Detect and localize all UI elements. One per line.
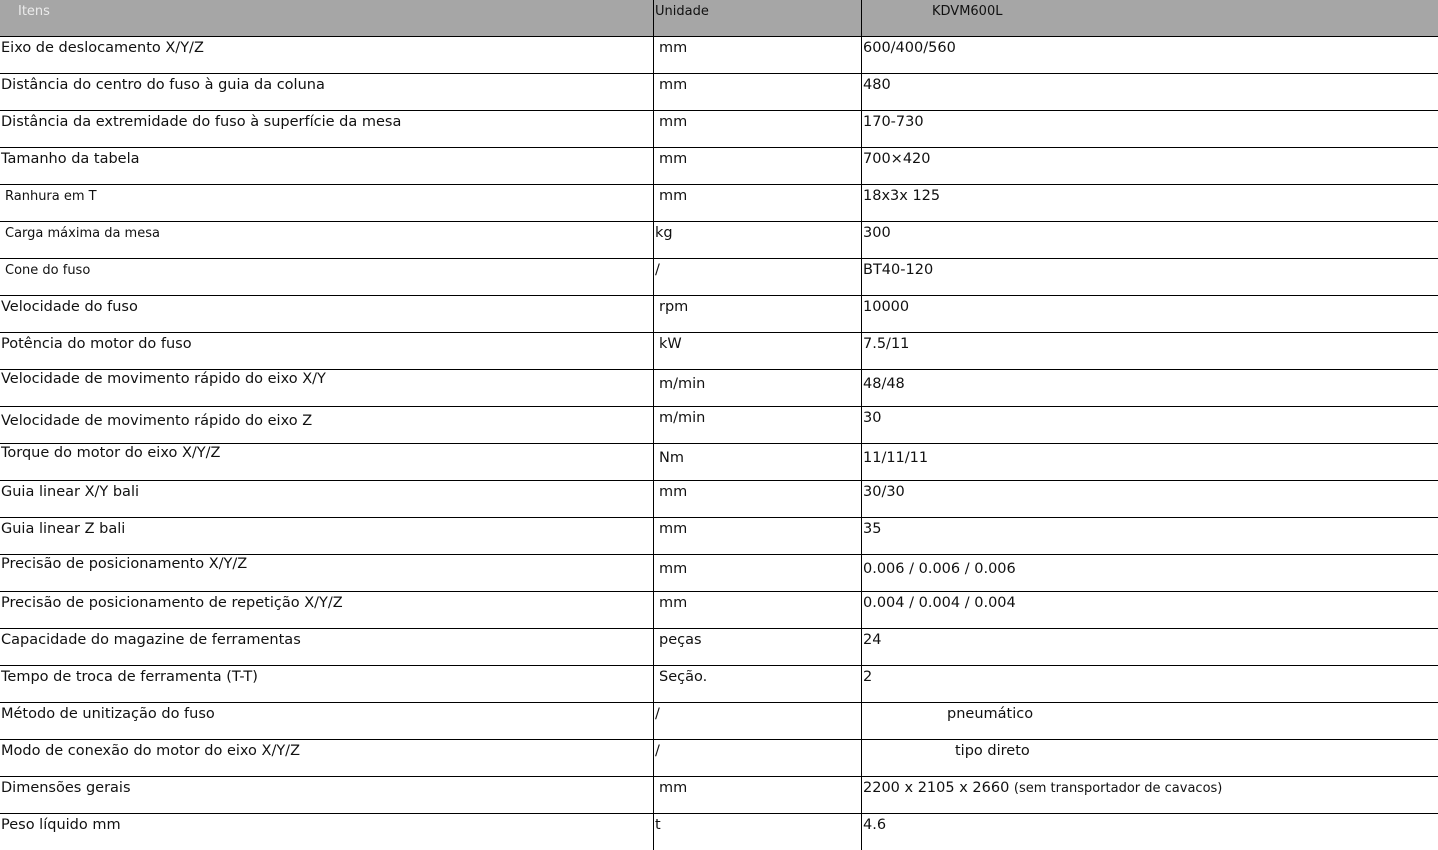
value-cell: 170-730 <box>861 111 1438 147</box>
unit-cell: kg <box>653 222 861 258</box>
table-row <box>0 740 1438 777</box>
table-row <box>0 74 1438 111</box>
item-cell: Precisão de posicionamento X/Y/Z <box>1 556 248 572</box>
value-cell: 11/11/11 <box>861 444 1438 480</box>
table-row <box>0 37 1438 74</box>
item-cell: Capacidade do magazine de ferramentas <box>1 632 301 648</box>
value-cell: 0.006 / 0.006 / 0.006 <box>861 555 1438 591</box>
value-cell: 0.004 / 0.004 / 0.004 <box>861 592 1438 628</box>
item-cell: Torque do motor do eixo X/Y/Z <box>1 445 221 461</box>
table-row <box>0 592 1438 629</box>
value-cell: 480 <box>861 74 1438 110</box>
item-cell: Tempo de troca de ferramenta (T-T) <box>1 669 258 685</box>
unit-cell: m/min <box>653 407 861 443</box>
value-text: 2200 x 2105 x 2660 <box>863 780 1010 796</box>
table-row <box>0 777 1438 814</box>
unit-cell: mm <box>653 777 861 813</box>
table-row <box>0 703 1438 740</box>
value-cell: BT40-120 <box>861 259 1438 295</box>
table-row <box>0 296 1438 333</box>
unit-cell: / <box>653 259 861 295</box>
header-model: KDVM600L <box>861 0 1438 36</box>
header-items: Itens <box>18 4 50 19</box>
item-cell: Eixo de deslocamento X/Y/Z <box>1 40 204 56</box>
value-cell: 4.6 <box>861 814 1438 850</box>
item-cell: Guia linear X/Y bali <box>1 484 140 500</box>
value-cell: 35 <box>861 518 1438 554</box>
value-cell: 48/48 <box>861 370 1438 406</box>
item-cell: Carga máxima da mesa <box>5 226 160 241</box>
unit-cell: mm <box>653 74 861 110</box>
unit-cell: / <box>653 740 861 776</box>
value-cell: 600/400/560 <box>861 37 1438 73</box>
table-row <box>0 185 1438 222</box>
unit-cell: t <box>653 814 861 850</box>
value-cell <box>861 777 1438 813</box>
table-row <box>0 518 1438 555</box>
item-cell: Dimensões gerais <box>1 780 131 796</box>
table-row <box>0 111 1438 148</box>
table-row <box>0 814 1438 850</box>
unit-cell: mm <box>653 518 861 554</box>
table-header-row <box>0 0 1438 37</box>
table-row <box>0 259 1438 296</box>
item-cell: Tamanho da tabela <box>1 151 140 167</box>
unit-cell: mm <box>653 481 861 517</box>
table-row <box>0 629 1438 666</box>
unit-cell: / <box>653 703 861 739</box>
table-row <box>0 444 1438 481</box>
value-cell: 2 <box>861 666 1438 702</box>
item-cell: Distância do centro do fuso à guia da coluna <box>1 77 325 93</box>
item-cell: Velocidade de movimento rápido do eixo Z <box>1 413 313 429</box>
unit-cell: rpm <box>653 296 861 332</box>
unit-cell: mm <box>653 148 861 184</box>
value-cell: 24 <box>861 629 1438 665</box>
value-cell: 30 <box>861 407 1438 443</box>
item-cell: Ranhura em T <box>5 189 97 204</box>
item-cell: Distância da extremidade do fuso à superfície da mesa <box>1 114 402 130</box>
table-row <box>0 222 1438 259</box>
item-cell: Modo de conexão do motor do eixo X/Y/Z <box>1 743 300 759</box>
item-cell: Precisão de posicionamento de repetição X/Y/Z <box>1 595 343 611</box>
unit-cell: mm <box>653 185 861 221</box>
value-cell: pneumático <box>861 703 1438 739</box>
table-row <box>0 666 1438 703</box>
table-row <box>0 333 1438 370</box>
unit-cell: kW <box>653 333 861 369</box>
value-cell: 700×420 <box>861 148 1438 184</box>
item-cell: Método de unitização do fuso <box>1 706 215 722</box>
table-row <box>0 407 1438 444</box>
unit-cell: peças <box>653 629 861 665</box>
item-cell: Peso líquido mm <box>1 817 121 833</box>
item-cell: Velocidade de movimento rápido do eixo X/Y <box>1 371 326 387</box>
unit-cell: mm <box>653 592 861 628</box>
unit-cell: m/min <box>653 370 861 406</box>
table-row <box>0 370 1438 407</box>
item-cell: Guia linear Z bali <box>1 521 126 537</box>
value-cell: 10000 <box>861 296 1438 332</box>
unit-cell: Seção. <box>653 666 861 702</box>
item-cell: Potência do motor do fuso <box>1 336 192 352</box>
value-note: (sem transportador de cavacos) <box>1013 781 1223 796</box>
value-cell: 18x3x 125 <box>861 185 1438 221</box>
unit-cell: mm <box>653 555 861 591</box>
value-cell: 7.5/11 <box>861 333 1438 369</box>
value-cell: 300 <box>861 222 1438 258</box>
item-cell: Velocidade do fuso <box>1 299 138 315</box>
unit-cell: mm <box>653 37 861 73</box>
value-cell: tipo direto <box>861 740 1438 776</box>
item-cell: Cone do fuso <box>5 263 91 278</box>
table-row <box>0 481 1438 518</box>
unit-cell: mm <box>653 111 861 147</box>
header-unit: Unidade <box>653 0 861 36</box>
table-row <box>0 555 1438 592</box>
value-cell: 30/30 <box>861 481 1438 517</box>
table-row <box>0 148 1438 185</box>
unit-cell: Nm <box>653 444 861 480</box>
